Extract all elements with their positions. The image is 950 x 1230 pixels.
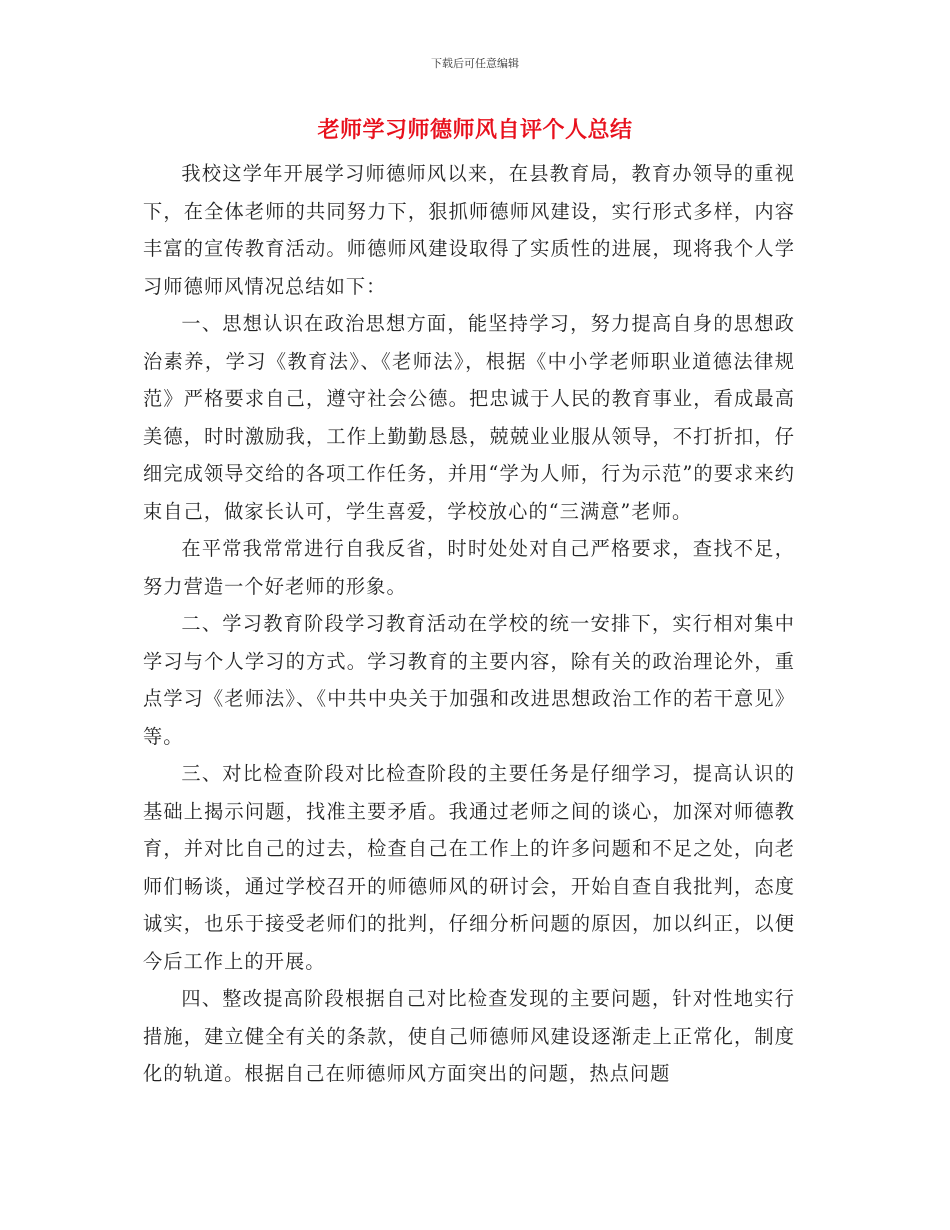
paragraph-section-1: 一、思想认识在政治思想方面，能坚持学习，努力提高自身的思想政治素养，学习《教育法》、《老师法》，根据《中小学老师职业道德法律规范》严格要求自己，遵守社会公德。把忠诚于人民的教育事业，看成最高美德，时时激励我，工作上勤勤恳恳，兢兢业业服从领导，不打折扣，仔细完成领导交给的各项工作任务，并用“学为人师，行为示范”的要求来约束自己，做家长认可，学生喜爱，学校放心的“三满意”老师。	[143, 312, 795, 523]
paragraph-section-4: 四、整改提高阶段根据自己对比检查发现的主要问题，针对性地实行措施，建立健全有关的条款，使自己师德师风建设逐渐走上正常化，制度化的轨道。根据自己在师德师风方面突出的问题，热点问题	[143, 987, 795, 1085]
document-body	[143, 155, 795, 1093]
header-note: 下载后可任意编辑	[431, 57, 519, 70]
document-title: 老师学习师德师风自评个人总结	[317, 118, 633, 143]
paragraph-section-2: 二、学习教育阶段学习教育活动在学校的统一安排下，实行相对集中学习与个人学习的方式。学习教育的主要内容，除有关的政治理论外，重点学习《老师法》、《中共中央关于加强和改进思想政治工作的若干意见》等。	[143, 612, 795, 748]
paragraph-section-3: 三、对比检查阶段对比检查阶段的主要任务是仔细学习，提高认识的基础上揭示问题，找准主要矛盾。我通过老师之间的谈心，加深对师德教育，并对比自己的过去，检查自己在工作上的许多问题和不足之处，向老师们畅谈，通过学校召开的师德师风的研讨会，开始自查自我批判，态度诚实，也乐于接受老师们的批判，仔细分析问题的原因，加以纠正，以便今后工作上的开展。	[143, 762, 795, 973]
paragraph-self-reflection: 在平常我常常进行自我反省，时时处处对自己严格要求，查找不足，努力营造一个好老师的形象。	[143, 537, 795, 598]
paragraph-intro: 我校这学年开展学习师德师风以来，在县教育局，教育办领导的重视下，在全体老师的共同努力下，狠抓师德师风建设，实行形式多样，内容丰富的宣传教育活动。师德师风建设取得了实质性的进展，现将我个人学习师德师风情况总结如下：	[143, 162, 795, 298]
